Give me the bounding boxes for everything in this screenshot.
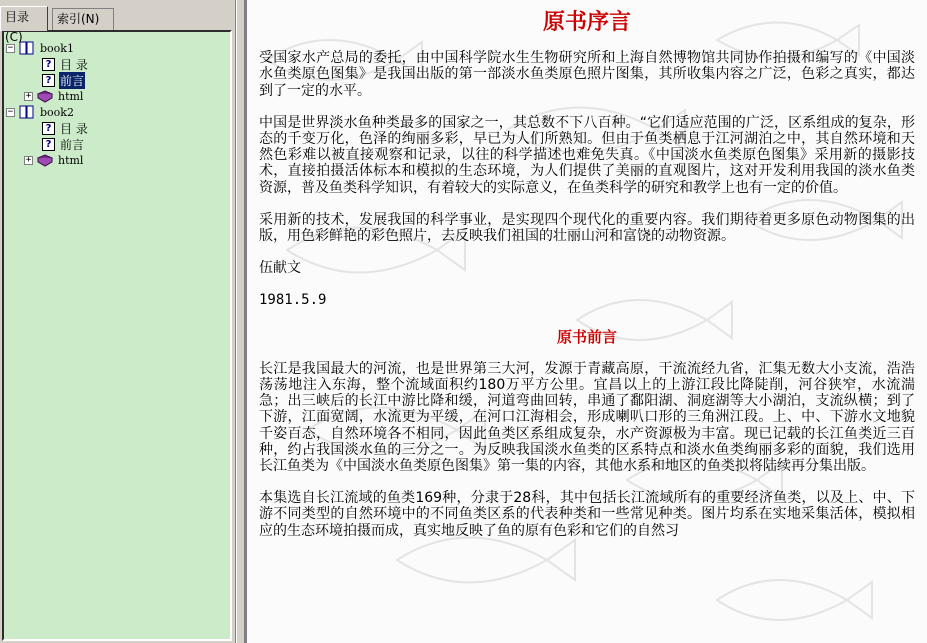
- topic-content-pane: [245, 0, 927, 643]
- tree-node-book1-html[interactable]: [24, 88, 84, 104]
- tree-node-label: book1: [40, 41, 74, 55]
- contents-tree[interactable]: [2, 30, 232, 641]
- book-icon: [37, 153, 53, 167]
- paragraph: 采用新的技术，发展我国的科学事业，是实现四个现代化的重要内容。我们期待着更多原色动物图集的出版，用色彩鲜艳的彩色照片，去反映我们祖国的壮丽山河和富饶的动物资源。: [259, 211, 915, 245]
- date-text: 1981.5.9: [259, 292, 327, 309]
- section-title: 原书前言: [556, 327, 617, 346]
- help-page-icon: ?: [42, 74, 55, 87]
- tree-node-book2-html[interactable]: [24, 152, 84, 168]
- collapse-icon[interactable]: −: [7, 106, 14, 117]
- tree-node-label: html: [58, 89, 84, 103]
- help-page-icon: ?: [42, 58, 55, 71]
- tree-node-book2[interactable]: [6, 104, 75, 120]
- help-page-icon: ?: [42, 138, 55, 151]
- page-title: 原书序言: [542, 9, 631, 35]
- tab-index[interactable]: 索引(N): [52, 8, 114, 30]
- tree-node-label: 目 录: [60, 121, 88, 136]
- tree-node-book1-preface[interactable]: [42, 72, 85, 88]
- navigation-pane: [0, 0, 236, 643]
- tree-node-label: html: [58, 153, 84, 167]
- tree-node-book2-preface[interactable]: [42, 136, 85, 152]
- tree-node-label: 目 录: [60, 57, 88, 72]
- tree-node-label: 前言: [60, 137, 85, 152]
- tree-node-label: 前言: [60, 73, 85, 88]
- paragraph: 受国家水产总局的委托，由中国科学院水生生物研究所和上海自然博物馆共同协作拍摄和编写的《中国淡水鱼类原色图集》是我国出版的第一部淡水鱼类原色照片图集，其所收集内容之广泛，色彩之真实，都达到了一定的水平。: [259, 50, 915, 99]
- paragraph: 长江是我国最大的河流，也是世界第三大河，发源于青藏高原，干流流经九省，汇集无数大小支流，浩浩荡荡地注入东海，整个流域面积约180万平方公里。宜昌以上的上游江段比降陡削，河谷狭窄，水流湍急；出三峡后的长江中游比降和缓，河道弯曲回转，串通了鄱阳湖、洞庭湖等大小湖泊，支流纵横；到了下游，江面宽阔，水流更为平缓，在河口江海相会，形成喇叭口形的三角洲江段。上、中、下游水文地貌千姿百态，自然环境各不相同，因此鱼类区系组成复杂，水产资源极为丰富。现已记载的长江鱼类近三百种，约占我国淡水鱼的三分之一。为反映我国淡水鱼类的区系特点和淡水鱼类绚丽多彩的面貌，我们选用长江鱼类为《中国淡水鱼类原色图集》第一集的内容，其他水系和地区的鱼类拟将陆续再分集出版。: [259, 360, 915, 475]
- paragraph: 本集选自长江流域的鱼类169种，分隶于28科，其中包括长江流域所有的重要经济鱼类，以及上、中、下游不同类型的自然环境中的不同鱼类区系的代表种类和一些常见种类。图片均系在实地采集活体，模拟相应的生态环境拍摄而成，真实地反映了鱼的原有色彩和它们的自然习: [259, 490, 915, 539]
- tab-contents[interactable]: 目录(C): [0, 6, 48, 31]
- tree-node-book1-toc[interactable]: [42, 56, 89, 72]
- collapse-icon[interactable]: −: [7, 42, 14, 53]
- help-page-icon: ?: [42, 122, 55, 135]
- book-icon: [19, 105, 35, 119]
- pane-splitter[interactable]: [236, 0, 245, 643]
- tree-node-book2-toc[interactable]: [42, 120, 89, 136]
- nav-tabs: [0, 6, 236, 44]
- article: [259, 0, 915, 555]
- expand-icon[interactable]: +: [25, 154, 32, 165]
- expand-icon[interactable]: +: [25, 90, 32, 101]
- paragraph: 中国是世界淡水鱼种类最多的国家之一，其总数不下八百种。“它们适应范围的广泛，区系组成的复杂，形态的千变万化，色泽的绚丽多彩，早已为人们所熟知。但由于鱼类栖息于江河湖泊之中，其自然环境和天然色彩难以被直接观察和记录，以往的科学描述也难免失真。《中国淡水鱼类原色图集》采用新的摄影技术，直接拍摄活体标本和模拟的生态环境，为人们提供了美丽的直观图片，这对开发利用我国的淡水鱼类资源，普及鱼类科学知识，有着较大的实际意义，在鱼类科学的研究和教学上也有一定的价值。: [259, 114, 915, 196]
- author-signature: 伍献文: [259, 260, 301, 277]
- tree-node-label: book2: [40, 105, 74, 119]
- book-icon: [37, 89, 53, 103]
